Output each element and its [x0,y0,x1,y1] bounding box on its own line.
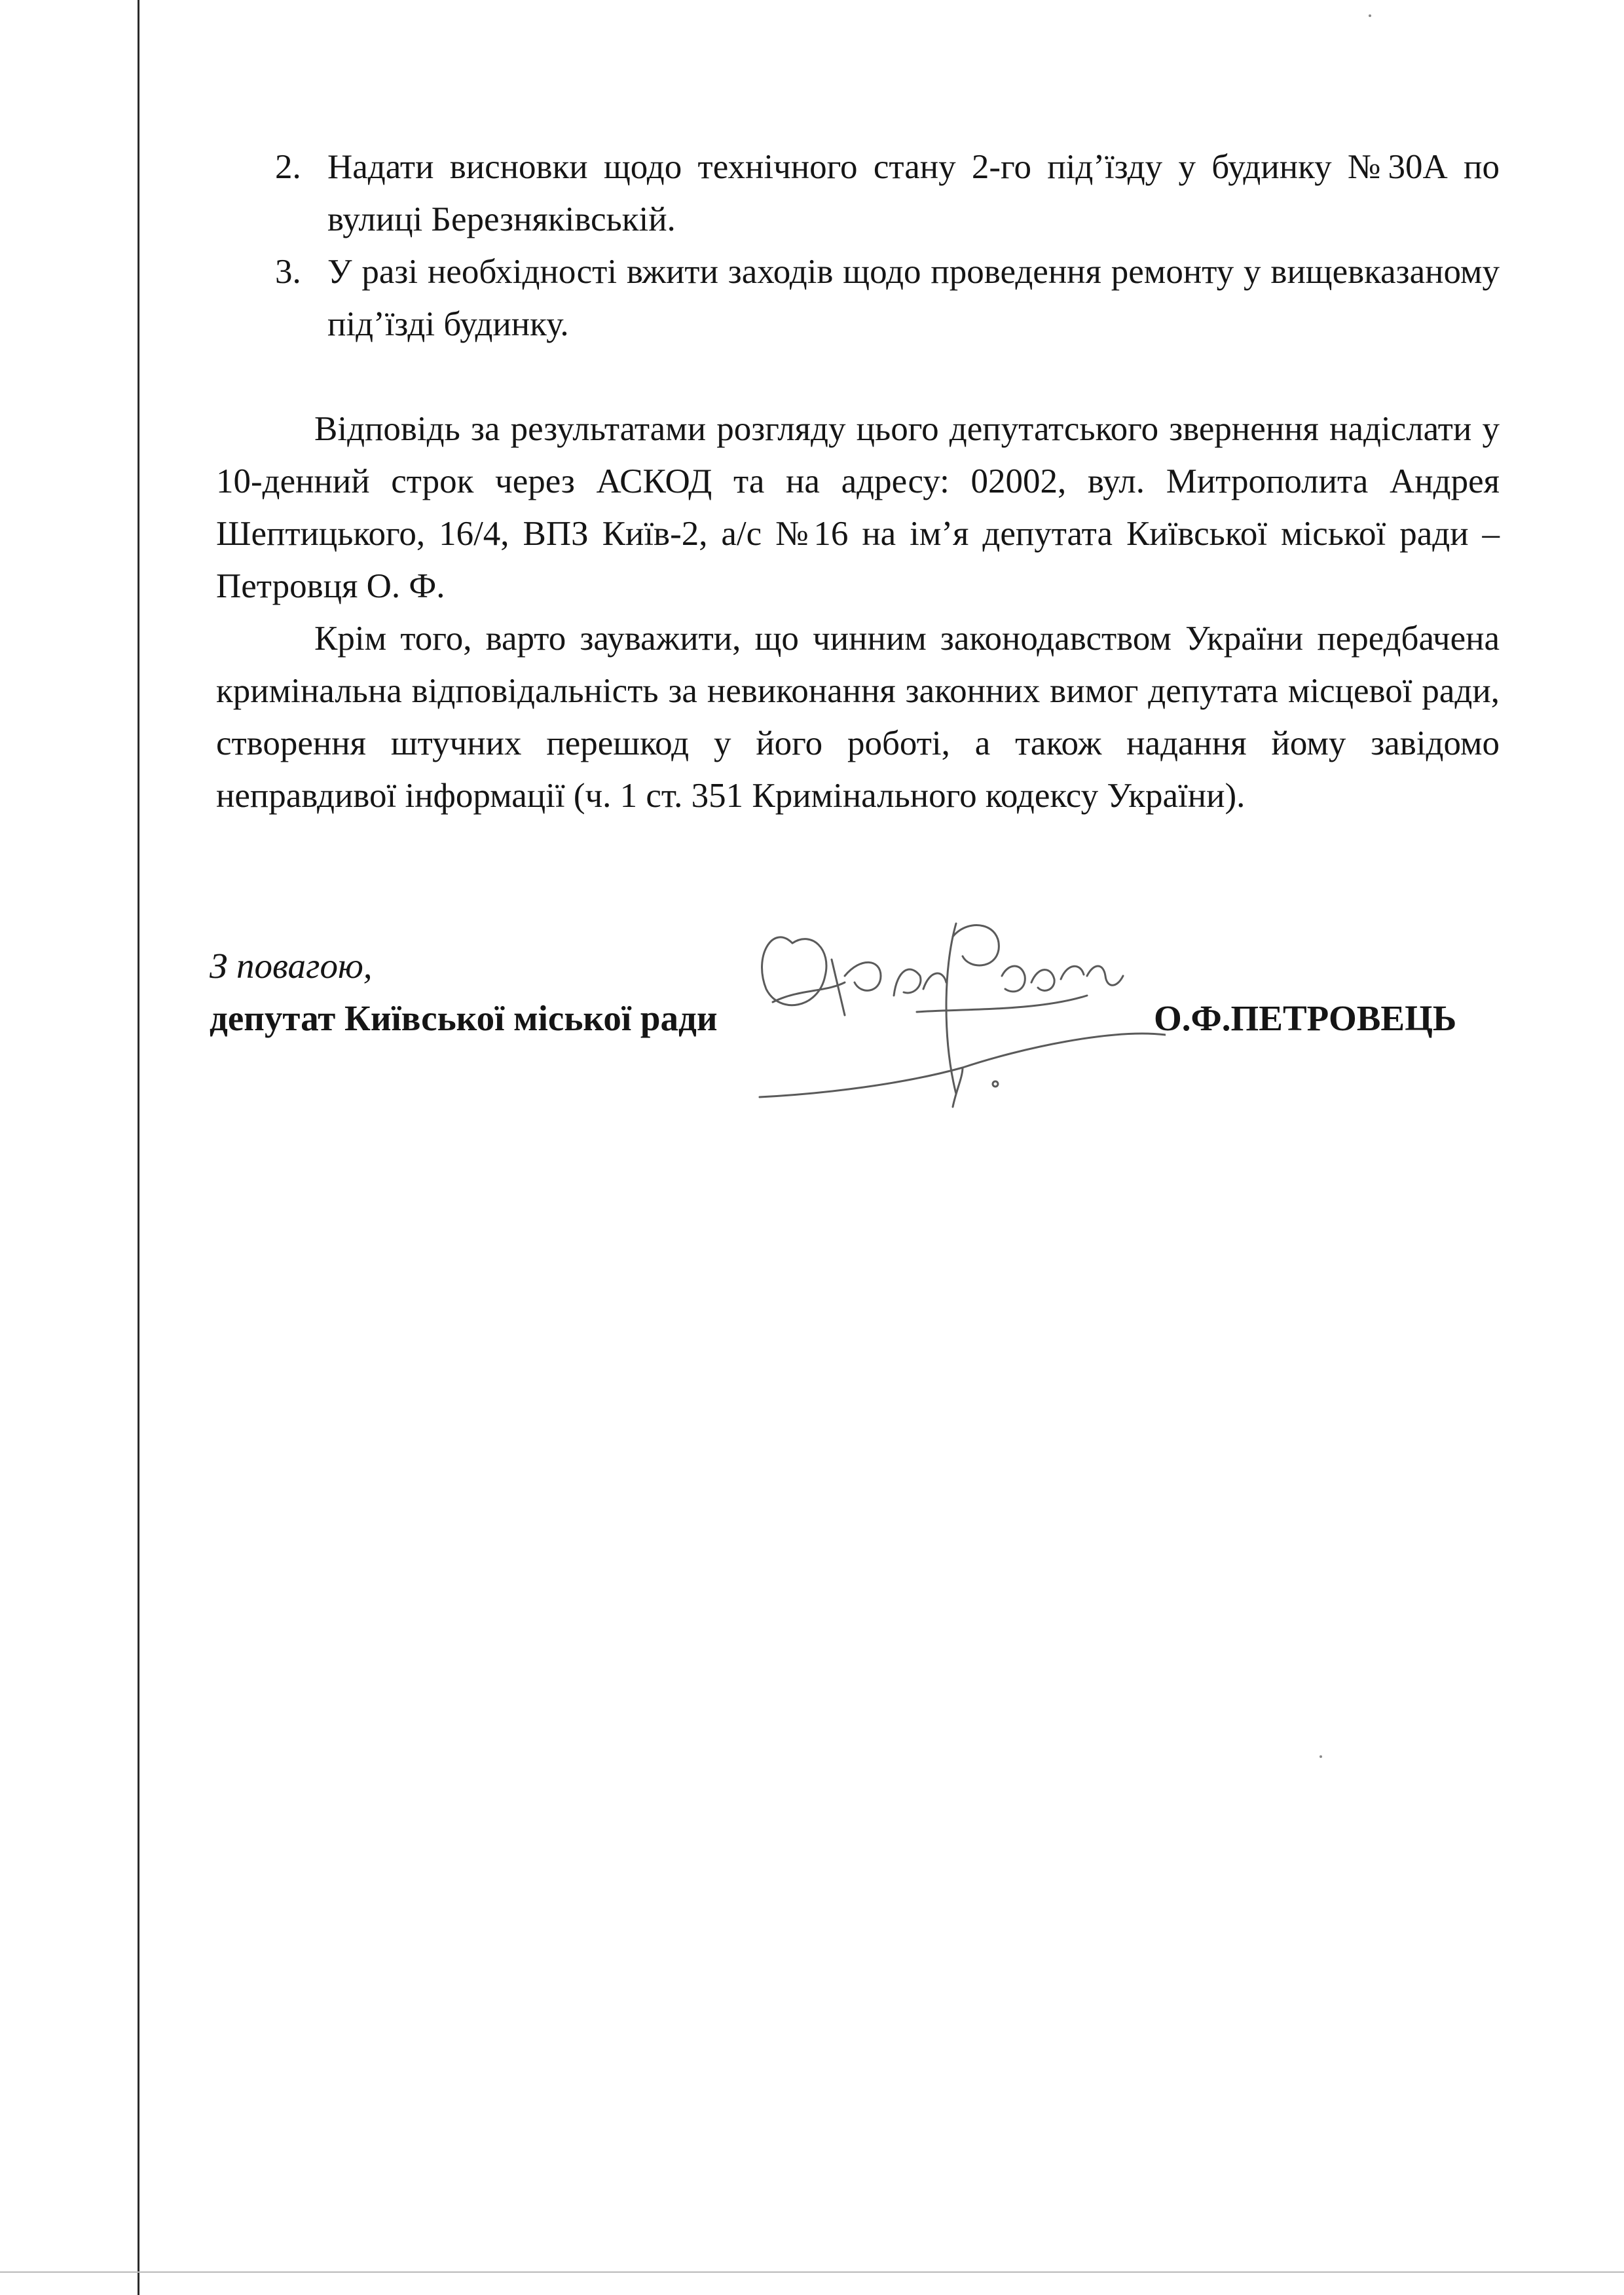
list-text: У разі необхідності вжити заходів щодо проведення ремонту у вищевказаному під’їзді будинку. [327,253,1500,343]
closing-greeting: З повагою, [210,946,373,986]
list-text: Надати висновки щодо технічного стану 2-го під’їзду у будинку №30А по вулиці Березняківській. [327,148,1500,238]
scan-speck [1369,14,1371,17]
list-item-3 [275,246,1500,350]
page-bottom-edge [0,2271,1624,2273]
handwritten-signature [747,897,1166,1113]
list-number: 3. [275,253,301,291]
scan-speck [1320,1755,1322,1758]
list-number: 2. [275,148,301,186]
closing-block [210,940,718,1045]
signer-name: О.Ф.ПЕТРОВЕЦЬ [1154,998,1457,1038]
binding-edge-line [138,0,139,2295]
response-paragraph: Відповідь за результатами розгляду цього депутатського звернення надіслати у 10-денний строк через АСКОД та на адресу: 02002, вул. Митрополита Андрея Шептицького, 16/4, ВПЗ Київ-2, а/с №16 на ім’я депутата Київської міської ради – Петровця О. Ф. [216,410,1500,605]
liability-paragraph: Крім того, варто зауважити, що чинним законодавством України передбачена кримінальна відповідальність за невиконання законних вимог депутата місцевої ради, створення штучних перешкод у його роботі, а також надання йому завідомо неправдивої інформації (ч. 1 ст. 351 Кримінального кодексу України). [216,620,1500,815]
signer-position: депутат Київської міської ради [210,998,718,1038]
list-item-2 [275,141,1500,246]
